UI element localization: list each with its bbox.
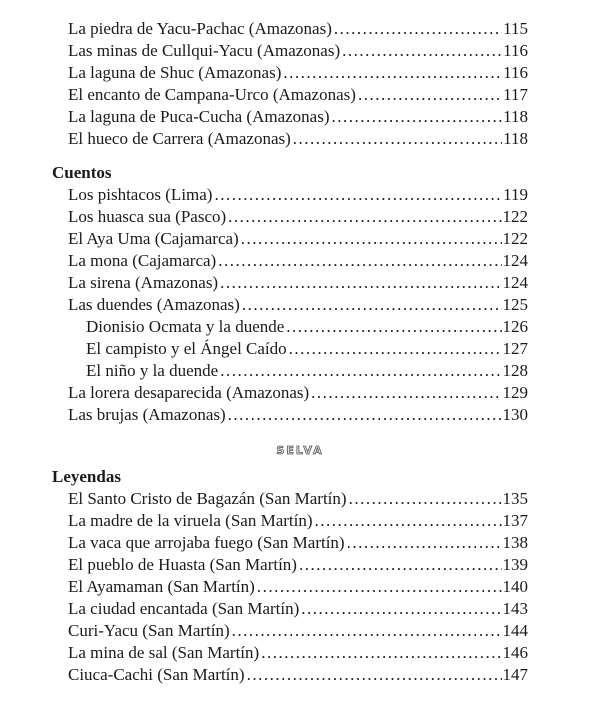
toc-entry-title: Los pishtacos (Lima) — [68, 185, 213, 204]
toc-entry-page: 135 — [502, 489, 528, 508]
toc-entry-title: La ciudad encantada (San Martín) — [68, 599, 300, 618]
dot-leader — [261, 642, 501, 664]
toc-entry-title: Ciuca-Cachi (San Martín) — [68, 665, 245, 684]
dot-leader — [293, 128, 502, 150]
toc-subentry — [86, 338, 528, 360]
dot-leader — [247, 664, 502, 686]
toc-entry — [68, 642, 528, 664]
toc-entry — [68, 488, 528, 510]
toc-entry — [68, 598, 528, 620]
dot-leader — [332, 106, 503, 128]
dot-leader — [232, 620, 502, 642]
toc-entry — [68, 404, 528, 426]
dot-leader — [220, 360, 501, 382]
dot-leader — [299, 554, 502, 576]
toc-entry-page: 124 — [502, 251, 528, 270]
toc-entry-page: 137 — [502, 511, 528, 530]
dot-leader — [342, 40, 502, 62]
toc-entry-page: 116 — [503, 63, 528, 82]
toc-entry-page: 116 — [503, 41, 528, 60]
region-label-selva: SELVA — [276, 444, 324, 457]
toc-entry-title: El campisto y el Ángel Caído — [86, 339, 287, 358]
toc-entry-title: El hueco de Carrera (Amazonas) — [68, 129, 291, 148]
toc-entry-title: La sirena (Amazonas) — [68, 273, 219, 292]
toc-entry-title: La lorera desaparecida (Amazonas) — [68, 383, 310, 402]
dot-leader — [241, 228, 502, 250]
toc-entry — [68, 532, 528, 554]
toc-entry-title: Las brujas (Amazonas) — [68, 405, 226, 424]
toc-entry-page: 127 — [502, 339, 528, 358]
toc-entry-page: 115 — [503, 19, 528, 38]
toc-entry-title: El niño y la duende — [86, 361, 219, 380]
toc-entry-title: Los huasca sua (Pasco) — [68, 207, 227, 226]
toc-entry — [68, 576, 528, 598]
toc-entry-page: 139 — [502, 555, 528, 574]
toc-entry-title: Las minas de Cullqui-Yacu (Amazonas) — [68, 41, 341, 60]
dot-leader — [347, 532, 502, 554]
dot-leader — [289, 338, 502, 360]
dot-leader — [286, 316, 501, 338]
toc-entry-title: El Aya Uma (Cajamarca) — [68, 229, 239, 248]
section-heading-leyendas: Leyendas — [52, 467, 121, 486]
toc-entry — [68, 184, 528, 206]
toc-entry — [68, 510, 528, 532]
toc-entry-page: 125 — [502, 295, 528, 314]
toc-entry — [68, 62, 528, 84]
toc-entry-page: 119 — [503, 185, 528, 204]
dot-leader — [228, 206, 501, 228]
toc-entry — [68, 620, 528, 642]
dot-leader — [301, 598, 501, 620]
toc-entry-title: La mona (Cajamarca) — [68, 251, 217, 270]
toc-entry-title: Curi-Yacu (San Martín) — [68, 621, 230, 640]
toc-entry-title: El Santo Cristo de Bagazán (San Martín) — [68, 489, 347, 508]
toc-entry — [68, 40, 528, 62]
toc-entry-title: La madre de la viruela (San Martín) — [68, 511, 313, 530]
toc-entry — [68, 554, 528, 576]
toc-entry-page: 140 — [502, 577, 528, 596]
toc-entry — [68, 664, 528, 686]
dot-leader — [334, 18, 502, 40]
toc-entry-page: 144 — [502, 621, 528, 640]
toc-entry-title: La laguna de Puca-Cucha (Amazonas) — [68, 107, 330, 126]
toc-entry — [68, 106, 528, 128]
toc-entry-title: La piedra de Yacu-Pachac (Amazonas) — [68, 19, 332, 38]
toc-entry — [68, 382, 528, 404]
dot-leader — [283, 62, 502, 84]
section-heading-cuentos: Cuentos — [52, 163, 112, 182]
dot-leader — [349, 488, 502, 510]
toc-entry — [68, 228, 528, 250]
dot-leader — [214, 184, 502, 206]
toc-entry — [68, 84, 528, 106]
toc-entry-page: 130 — [502, 405, 528, 424]
dot-leader — [257, 576, 502, 598]
toc-entry-title: La laguna de Shuc (Amazonas) — [68, 63, 282, 82]
toc-entry-title: El pueblo de Huasta (San Martín) — [68, 555, 297, 574]
dot-leader — [228, 404, 502, 426]
dot-leader — [358, 84, 502, 106]
toc-entry — [68, 250, 528, 272]
toc-entry-page: 126 — [502, 317, 528, 336]
toc-entry — [68, 272, 528, 294]
toc-entry-page: 143 — [502, 599, 528, 618]
toc-entry-page: 122 — [502, 207, 528, 226]
toc-entry-page: 118 — [503, 129, 528, 148]
toc-entry-page: 122 — [502, 229, 528, 248]
toc-entry-page: 147 — [502, 665, 528, 684]
toc-entry-page: 118 — [503, 107, 528, 126]
toc-entry — [68, 128, 528, 150]
toc-entry-title: La mina de sal (San Martín) — [68, 643, 260, 662]
dot-leader — [220, 272, 501, 294]
toc-entry-page: 128 — [502, 361, 528, 380]
toc-entry — [68, 206, 528, 228]
toc-entry-title: El encanto de Campana-Urco (Amazonas) — [68, 85, 356, 104]
toc-entry-title: Dionisio Ocmata y la duende — [86, 317, 285, 336]
toc-entry-page: 138 — [502, 533, 528, 552]
toc-entry-title: Las duendes (Amazonas) — [68, 295, 240, 314]
toc-entry — [68, 294, 528, 316]
toc-entry-page: 117 — [503, 85, 528, 104]
toc-subentry — [86, 316, 528, 338]
toc-entry-page: 146 — [502, 643, 528, 662]
toc-entry-page: 124 — [502, 273, 528, 292]
dot-leader — [315, 510, 502, 532]
toc-subentry — [86, 360, 528, 382]
toc-entry — [68, 18, 528, 40]
toc-entry-title: El Ayamaman (San Martín) — [68, 577, 255, 596]
toc-entry-page: 129 — [502, 383, 528, 402]
toc-entry-title: La vaca que arrojaba fuego (San Martín) — [68, 533, 345, 552]
dot-leader — [242, 294, 502, 316]
dot-leader — [218, 250, 501, 272]
dot-leader — [311, 382, 501, 404]
